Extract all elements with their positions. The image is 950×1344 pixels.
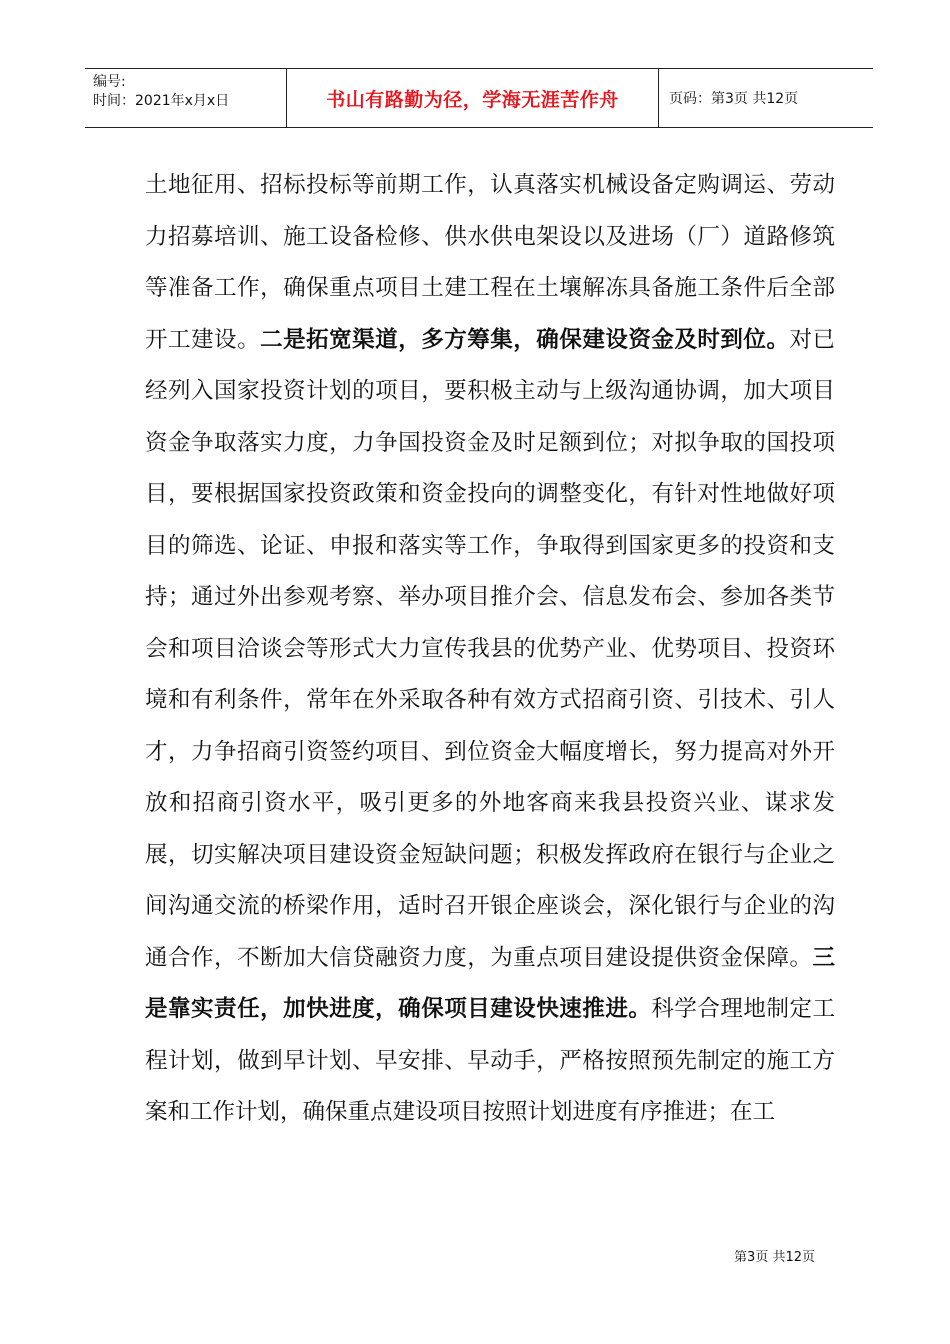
header-page-cell [659, 69, 873, 127]
header-page-info: 页码：第3页 共12页 [669, 91, 799, 107]
header-motto-cell [287, 69, 659, 127]
body-paragraph [145, 160, 835, 1139]
body-segment-2: 对已经列入国家投资计划的项目，要积极主动与上级沟通协调，加大项目资金争取落实力度，力争国投资金及时足额到位；对拟争取的国投项目，要根据国家投资政策和资金投向的调整变化，有针对性地做好项目的筛选、论证、申报和落实等工作，争取得到国家更多的投资和支持；通过外出参观考察、举办项目推介会、信息发布会、参加各类节会和项目洽谈会等形式大力宣传我县的优势产业、优势项目、投资环境和有利条件，常年在外采取各种有效方式招商引资、引技术、引人才，力争招商引资签约项目、到位资金大幅度增长，努力提高对外开放和招商引资水平，吸引更多的外地客商来我县投资兴业、谋求发展，切实解决项目建设资金短缺问题；积极发挥政府在银行与企业之间沟通交流的桥梁作用，适时召开银企座谈会，深化银行与企业的沟通合作，不断加大信贷融资力度，为重点项目建设提供资金保障。 [145, 326, 835, 971]
document-header [85, 68, 873, 128]
body-segment-3: 科学合理地制定工程计划，做到早计划、早安排、早动手，严格按照预先制定的施工方案和工作计划，确保重点建设项目按照计划进度有序推进；在工 [145, 996, 835, 1125]
footer-page-number: 第3页 共12页 [734, 1250, 815, 1265]
motto-text: 书山有路勤为径，学海无涯苦作舟 [326, 88, 619, 111]
bold-heading-2: 二是拓宽渠道，多方筹集，确保建设资金及时到位。 [260, 326, 790, 353]
number-label: 编号: [93, 74, 126, 90]
body-segment-1: 土地征用、招标投标等前期工作，认真落实机械设备定购调运、劳动力招募培训、施工设备检修、供水供电架设以及进场（厂）道路修筑等准备工作，确保重点项目土建工程在土壤解冻具备施工条件后全部开工建设。 [145, 172, 835, 353]
bold-heading-3: 三是靠实责任，加快进度，确保项目建设快速推进。 [145, 944, 835, 1022]
body-text [145, 160, 835, 1139]
date-label: 时间：2021年x月x日 [93, 93, 230, 109]
header-meta-cell [85, 69, 287, 127]
